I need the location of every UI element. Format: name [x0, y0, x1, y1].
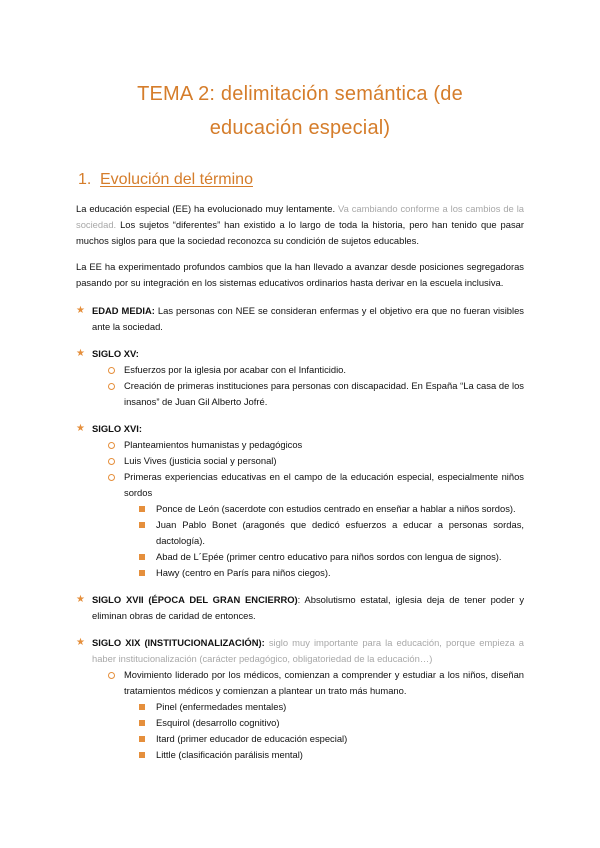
- circle-bullet-icon: [108, 672, 115, 679]
- paragraph-1-a: La educación especial (EE) ha evolucionado muy lentamente.: [76, 203, 339, 214]
- list-item: [124, 378, 524, 410]
- square-bullet-icon: [139, 720, 145, 726]
- list-item-text: Luis Vives (justicia social y personal): [124, 455, 277, 466]
- star-icon: ★: [76, 348, 85, 359]
- sub-list-item-text: Abad de L´Epée (primer centro educativo para niños sordos con lengua de signos).: [156, 551, 502, 562]
- edad-media-label: EDAD MEDIA:: [92, 305, 155, 316]
- circle-bullet-icon: [108, 367, 115, 374]
- siglo-xv-label: SIGLO XV:: [92, 348, 139, 359]
- sub-list-item-text: Hawy (centro en París para niños ciegos).: [156, 567, 331, 578]
- star-icon: ★: [76, 637, 85, 648]
- paragraph-1: [76, 201, 524, 249]
- siglo-xvii-label: SIGLO XVII (ÉPOCA DEL GRAN ENCIERRO): [92, 594, 298, 605]
- siglo-xix-label: SIGLO XIX (INSTITUCIONALIZACIÓN):: [92, 637, 265, 648]
- square-bullet-icon: [139, 704, 145, 710]
- list-item: [124, 437, 524, 453]
- sub-list-item-text: Esquirol (desarrollo cognitivo): [156, 717, 280, 728]
- edad-media-text: Las personas con NEE se consideran enfermas y el objetivo era que no fueran visibles ante la sociedad.: [92, 305, 524, 332]
- list-item-text: Planteamientos humanistas y pedagógicos: [124, 439, 303, 450]
- circle-bullet-icon: [108, 383, 115, 390]
- list-item-text: Movimiento liderado por los médicos, comienzan a comprender y estudiar a los niños, diseñan tratamientos médicos y comienzan a plantear un trato más humano.: [124, 669, 524, 696]
- list-item: [124, 667, 524, 699]
- sub-list-item: [156, 549, 524, 565]
- sub-list-item: [156, 501, 524, 517]
- sub-list-item-text: Itard (primer educador de educación especial): [156, 733, 348, 744]
- list-item: [124, 469, 524, 501]
- square-bullet-icon: [139, 554, 145, 560]
- sub-list-item: [156, 747, 524, 763]
- paragraph-1-c: Los sujetos “diferentes” han existido a lo largo de toda la historia, pero han tenido que pasar muchos siglos para que la sociedad reconozca su condición de sujetos educables.: [76, 219, 524, 246]
- title-line-2: educación especial): [209, 117, 391, 139]
- sub-list-item: [156, 565, 524, 581]
- siglo-xvi-label: SIGLO XVI:: [92, 423, 143, 434]
- list-item: [124, 453, 524, 469]
- circle-bullet-icon: [108, 442, 115, 449]
- square-bullet-icon: [139, 736, 145, 742]
- paragraph-1-gray: Va cambiando conforme a los cambios de la sociedad.: [76, 203, 524, 230]
- square-bullet-icon: [139, 522, 145, 528]
- section-heading: [76, 170, 524, 190]
- list-item: [124, 362, 524, 378]
- sub-list-item-text: Little (clasificación parálisis mental): [156, 749, 303, 760]
- section-title: Evolución del término: [100, 171, 253, 188]
- star-icon: ★: [76, 594, 85, 605]
- section-number: 1.: [78, 171, 92, 188]
- sub-list-item: [156, 731, 524, 747]
- square-bullet-icon: [139, 570, 145, 576]
- list-item-text: Creación de primeras instituciones para personas con discapacidad. En España “La casa de los insanos” de Juan Gil Alberto Jofré.: [124, 380, 524, 407]
- list-item-edad-media: [76, 303, 524, 335]
- list-item-text: Esfuerzos por la iglesia por acabar con el Infanticidio.: [124, 364, 346, 375]
- sub-list-item: [156, 715, 524, 731]
- document-title: [76, 0, 524, 145]
- siglo-xix-gray-text: siglo muy importante para la educación, porque empieza a haber institucionalización (carácter pedagógico, obligatoriedad de la educación…): [92, 637, 524, 664]
- sub-list-item-text: Pinel (enfermedades mentales): [156, 701, 287, 712]
- circle-bullet-icon: [108, 458, 115, 465]
- siglo-xvii-text: : Absolutismo estatal, iglesia deja de tener poder y eliminan obras de caridad de entonces.: [92, 594, 525, 621]
- sub-list-item-text: Juan Pablo Bonet (aragonés que dedicó esfuerzos a educar a personas sordas, dactología).: [156, 519, 524, 546]
- circle-bullet-icon: [108, 474, 115, 481]
- list-item-siglo-xix: [76, 635, 524, 667]
- star-icon: ★: [76, 305, 85, 316]
- list-item-siglo-xv: [76, 346, 524, 362]
- paragraph-2: La EE ha experimentado profundos cambios que la han llevado a avanzar desde posiciones segregadoras pasando por su integración en los sistemas educativos ordinarios hasta derivar en la escuela inclusiva.: [76, 261, 524, 288]
- square-bullet-icon: [139, 506, 145, 512]
- sub-list-item-text: Ponce de León (sacerdote con estudios centrado en enseñar a hablar a niños sordos).: [156, 503, 516, 514]
- list-item-siglo-xvi: [76, 421, 524, 437]
- sub-list-item: [156, 699, 524, 715]
- list-item-text: Primeras experiencias educativas en el campo de la educación especial, especialmente niños sordos: [124, 471, 524, 498]
- title-line-1: TEMA 2: delimitación semántica (de: [137, 83, 463, 105]
- star-icon: ★: [76, 423, 85, 434]
- square-bullet-icon: [139, 752, 145, 758]
- list-item-siglo-xvii: [76, 592, 525, 624]
- sub-list-item: [156, 517, 524, 549]
